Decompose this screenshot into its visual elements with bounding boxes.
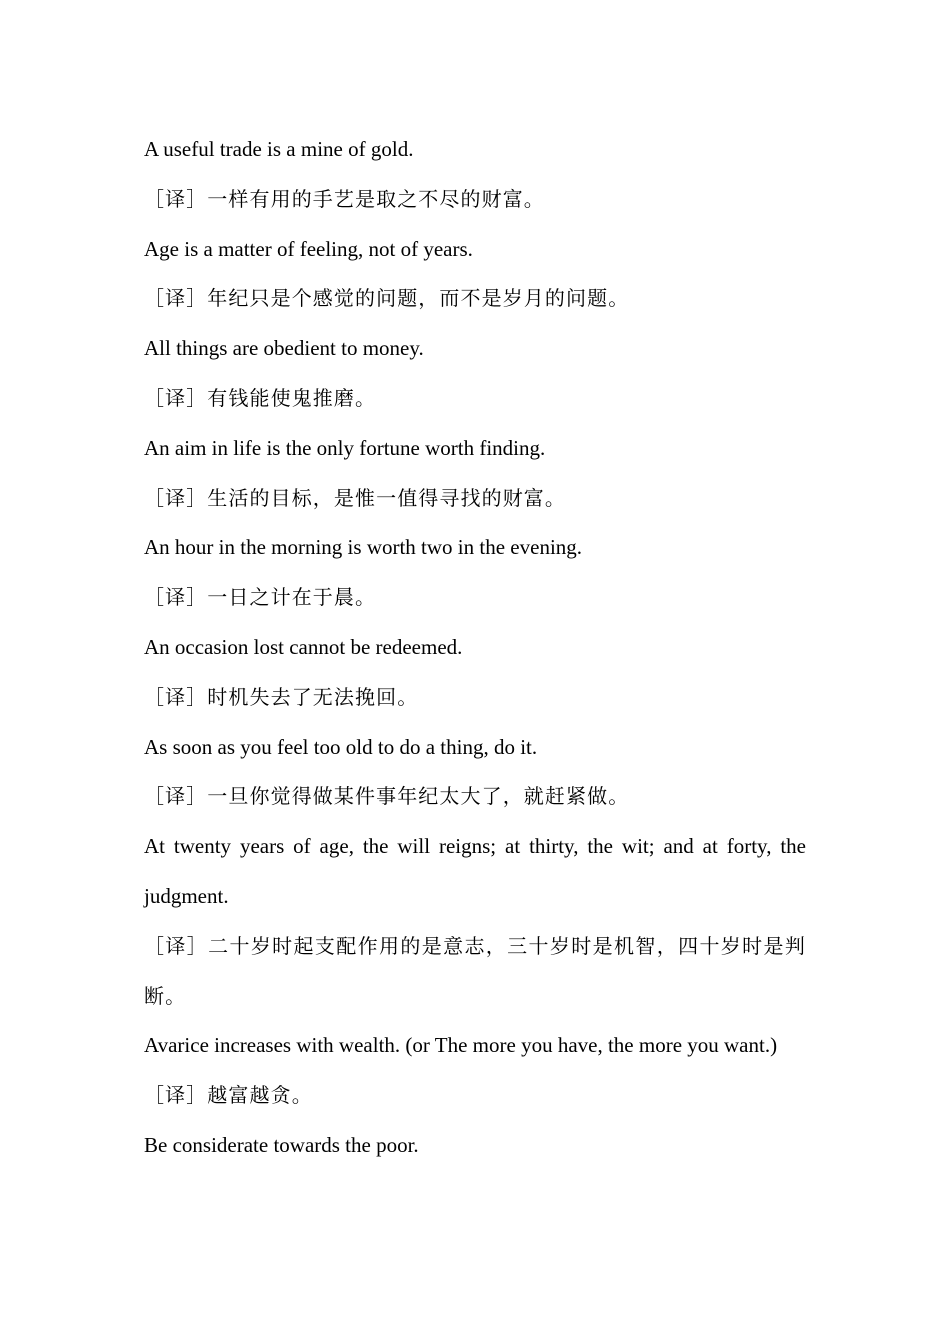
proverb-english: At twenty years of age, the will reigns; at thirty, the wit; and at forty, the judgment. [144, 834, 806, 908]
proverb-translation: ［译］一样有用的手艺是取之不尽的财富。 [144, 186, 545, 211]
proverb-english: As soon as you feel too old to do a thing, do it. [144, 734, 538, 759]
proverb-english: An occasion lost cannot be redeemed. [144, 634, 463, 659]
proverb-english: Avarice increases with wealth. (or The more you have, the more you want.) [144, 1033, 778, 1058]
proverb-translation: ［译］有钱能使鬼推磨。 [144, 385, 377, 410]
proverb-translation: ［译］年纪只是个感觉的问题，而不是岁月的问题。 [144, 286, 630, 311]
proverb-english: Age is a matter of feeling, not of years. [144, 236, 473, 261]
proverb-english: A useful trade is a mine of gold. [144, 137, 414, 161]
proverb-english: An hour in the morning is worth two in the evening. [144, 535, 583, 560]
proverb-english: An aim in life is the only fortune worth finding. [144, 435, 546, 460]
proverb-translation: ［译］二十岁时起支配作用的是意志，三十岁时是机智，四十岁时是判断。 [144, 933, 806, 1008]
proverb-english: All things are obedient to money. [144, 336, 424, 361]
proverb-translation: ［译］生活的目标，是惟一值得寻找的财富。 [144, 485, 566, 510]
proverb-translation: ［译］一日之计在于晨。 [144, 585, 377, 610]
proverb-translation: ［译］时机失去了无法挽回。 [144, 684, 419, 709]
proverb-translation: ［译］一旦你觉得做某件事年纪太大了，就赶紧做。 [144, 784, 630, 809]
proverb-english: Be considerate towards the poor. [144, 1132, 419, 1157]
document-body [144, 125, 806, 1171]
proverb-translation: ［译］越富越贪。 [144, 1083, 313, 1108]
